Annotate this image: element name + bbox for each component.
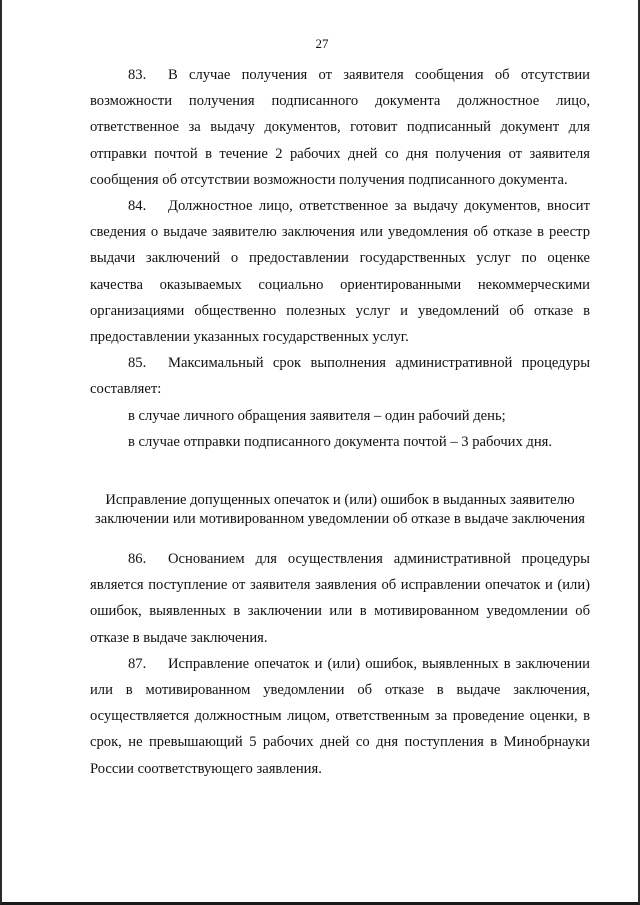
paragraph-83 [90,62,590,193]
case-item-personal: в случае личного обращения заявителя – один рабочий день; [128,407,506,424]
paragraph-number: 84. [128,198,147,215]
paragraph-87 [90,651,590,782]
paragraph-text: Должностное лицо, ответственное за выдачу документов, вносит сведения о выдаче заявителю заключения или уведомления об отказе в реестр выдачи заключений о предоставлении государственных услуг по оценке качества оказываемых социально ориентированными некоммерческими организациями общественно полезных услуг и уведомлений об отказе в предоставлении указанных государственных услуг. [90,198,590,346]
paragraph-number: 85. [128,355,147,372]
paragraph-85 [90,350,590,402]
case-item-mail: в случае отправки подписанного документа почтой – 3 рабочих дня. [128,433,553,450]
paragraph-text: Максимальный срок выполнения административной процедуры составляет: [90,355,590,398]
document-body [90,62,590,782]
paragraph-number: 83. [128,67,147,83]
page-number: 27 [315,36,329,51]
paragraph-number: 86. [128,551,147,568]
paragraph-text: В случае получения от заявителя сообщения об отсутствии возможности получения подписанного документа должностное лицо, ответственное за выдачу документов, готовит подписанный документ для отправки почтой в течение 2 рабочих дней со дня получения от заявителя сообщения об отсутствии возможности получения подписанного документа. [90,67,590,188]
paragraph-86 [90,546,590,651]
paragraph-84 [90,193,590,350]
paragraph-number: 87. [128,655,147,672]
section-heading: Исправление допущенных опечаток и (или) ошибок в выданных заявителю заключении или мотивированном уведомлении об отказе в выдаче заключения [94,492,586,527]
paragraph-text: Основанием для осуществления административной процедуры является поступление от заявителя заявления об исправлении опечаток и (или) ошибок, выявленных в заключении или в мотивированном уведомлении об отказе в выдаче заключения. [90,551,590,646]
paragraph-text: Исправление опечаток и (или) ошибок, выявленных в заключении или в мотивированном уведомлении об отказе в выдаче заключения, осуществляется должностным лицом, ответственным за проведение оценки, в срок, не превышающий 5 рабочих дней со дня поступления в Минобрнауки России соответствующего заявления. [90,655,590,777]
